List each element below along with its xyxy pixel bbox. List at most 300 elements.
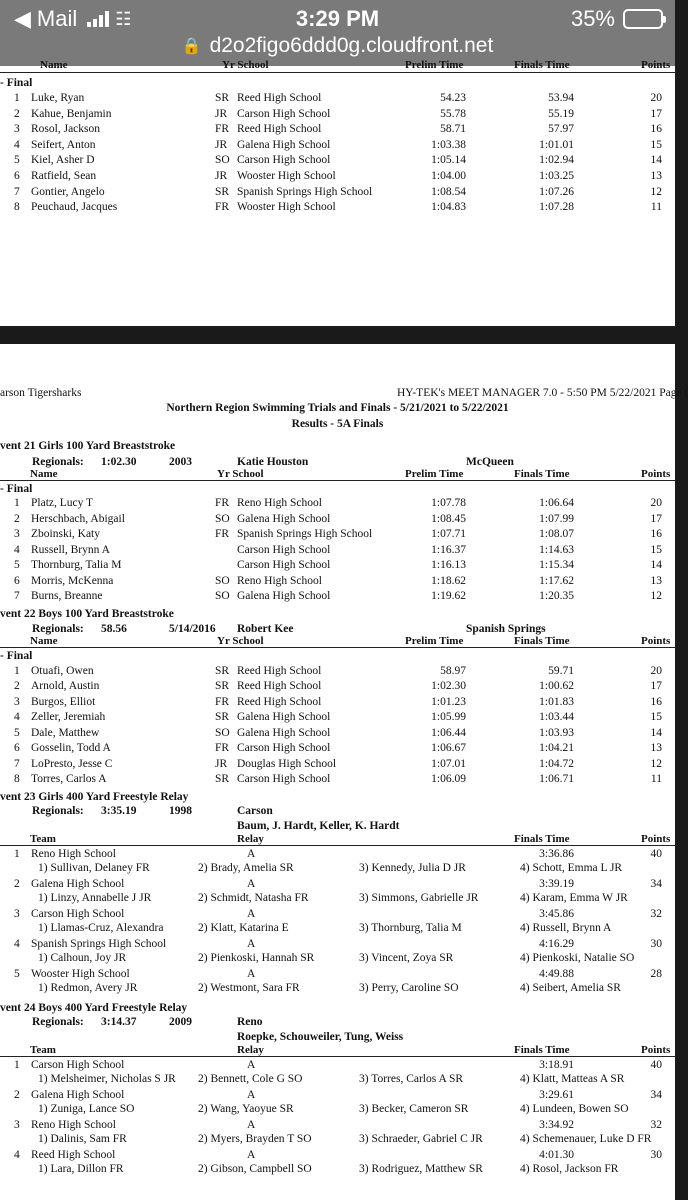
row-place: 1 — [14, 664, 20, 677]
row-school: Wooster High School — [237, 201, 336, 214]
row-finals: 1:08.07 — [539, 528, 574, 540]
relay-swimmer: 4) Rosol, Jackson FR — [520, 1163, 619, 1175]
row-name: Burgos, Elliot — [31, 695, 96, 708]
back-chevron-icon: ◀ — [14, 6, 31, 31]
row-prelim: 1:06.09 — [431, 773, 466, 785]
row-place: 1 — [14, 497, 20, 509]
row-yr: FR — [215, 528, 230, 540]
row-place: 4 — [14, 543, 20, 556]
row-school: Carson High School — [237, 559, 331, 571]
section-label: - Final — [0, 482, 33, 495]
col-finals-header: Finals Time — [514, 832, 570, 845]
row-yr: SO — [215, 154, 230, 167]
col-prelim-header: Prelim Time — [405, 467, 464, 480]
regionals-year: 1998 — [169, 805, 192, 817]
row-finals: 1:17.62 — [539, 574, 574, 587]
row-name: Dale, Matthew — [31, 726, 100, 739]
row-finals: 1:03.25 — [539, 170, 574, 182]
relay-place: 1 — [14, 847, 20, 860]
relay-swimmer: 3) Rodriguez, Matthew SR — [359, 1163, 483, 1175]
row-yr: SO — [215, 574, 230, 587]
relay-finals: 3:45.86 — [539, 907, 574, 920]
relay-swimmer: 3) Schraeder, Gabriel C JR — [359, 1133, 483, 1145]
safari-chrome — [0, 0, 675, 66]
row-place: 4 — [14, 711, 20, 723]
relay-points: 34 — [650, 1088, 662, 1101]
col-finals-header: Finals Time — [514, 59, 570, 71]
row-finals: 1:03.44 — [539, 711, 574, 723]
row-prelim: 1:08.45 — [431, 512, 466, 525]
row-school: Spanish Springs High School — [237, 185, 373, 198]
record-holder: Katie Houston — [237, 455, 309, 468]
row-finals: 1:06.64 — [539, 497, 574, 509]
row-yr: SO — [215, 726, 230, 739]
row-prelim: 58.71 — [440, 123, 466, 136]
row-school: Carson High School — [237, 543, 331, 556]
relay-swimmer: 3) Simmons, Gabrielle JR — [359, 892, 479, 904]
row-points: 15 — [650, 711, 662, 723]
row-school: Carson High School — [237, 107, 331, 120]
record-holder-team: McQueen — [466, 455, 514, 468]
relay-event-title: vent 24 Boys 400 Yard Freestyle Relay — [0, 1001, 188, 1014]
relay-swimmer: 4) Schemenauer, Luke D FR — [520, 1133, 652, 1145]
row-school: Carson High School — [237, 773, 331, 785]
relay-points: 40 — [650, 1058, 662, 1071]
row-finals: 59.71 — [548, 664, 574, 677]
row-prelim: 1:04.00 — [431, 170, 466, 182]
header-underline — [0, 845, 675, 846]
section-label: - Final — [0, 650, 33, 662]
relay-swimmer: 3) Becker, Cameron SR — [359, 1103, 469, 1115]
relay-swimmer: 4) Russell, Brynn A — [520, 922, 612, 934]
row-place: 5 — [14, 154, 20, 167]
relay-letter: A — [247, 907, 256, 920]
row-points: 14 — [650, 559, 662, 571]
row-name: Platz, Lucy T — [31, 497, 94, 509]
record-holder-team: Carson — [237, 805, 273, 817]
relay-swimmer: 2) Pienkoski, Hannah SR — [198, 952, 315, 964]
row-school: Reed High School — [237, 664, 322, 677]
row-name: Gontier, Angelo — [31, 185, 105, 198]
row-name: Russell, Brynn A — [31, 543, 110, 556]
record-holder-team: Reno — [237, 1016, 263, 1028]
row-name: Seifert, Anton — [31, 138, 96, 151]
col-points-header: Points — [641, 467, 671, 480]
header-underline — [0, 480, 675, 481]
relay-swimmer: 2) Westmont, Sara FR — [198, 982, 300, 994]
row-place: 2 — [14, 680, 20, 692]
col-points-header: Points — [641, 59, 671, 71]
relay-letter: A — [247, 1088, 256, 1101]
row-school: Reed High School — [237, 92, 322, 104]
row-finals: 1:07.26 — [539, 185, 574, 198]
relay-swimmer: 2) Wang, Yaoyue SR — [198, 1103, 294, 1115]
row-school: Wooster High School — [237, 170, 336, 182]
wifi-icon: ☷ — [115, 8, 132, 29]
row-name: Herschbach, Abigail — [31, 512, 125, 525]
row-prelim: 1:16.13 — [431, 559, 466, 571]
row-prelim: 1:05.14 — [431, 154, 466, 167]
battery-icon — [623, 9, 663, 29]
row-school: Reed High School — [237, 680, 322, 692]
row-name: Ratfield, Sean — [31, 170, 97, 182]
relay-points: 40 — [650, 847, 662, 860]
row-school: Spanish Springs High School — [237, 528, 373, 540]
relay-swimmer: 2) Klatt, Katarina E — [198, 922, 289, 934]
col-yr-school-header: Yr School — [222, 59, 269, 71]
row-name: Morris, McKenna — [31, 574, 114, 587]
pdf-page-previous — [0, 59, 675, 326]
team-header-left: arson Tigersharks — [0, 387, 82, 399]
row-place: 2 — [14, 512, 20, 525]
row-points: 20 — [650, 92, 662, 104]
relay-place: 2 — [14, 1088, 20, 1101]
row-name: Zboinski, Katy — [31, 528, 100, 540]
record-holder: Robert Kee — [237, 623, 294, 635]
regionals-year: 2009 — [169, 1016, 192, 1028]
relay-team: Reno High School — [31, 847, 116, 860]
row-yr: FR — [215, 742, 230, 754]
row-prelim: 1:06.67 — [431, 742, 466, 754]
regionals-time: 3:14.37 — [101, 1016, 137, 1028]
row-points: 16 — [650, 528, 662, 540]
relay-swimmer: 1) Llamas-Cruz, Alexandra — [38, 922, 164, 934]
row-place: 5 — [14, 559, 20, 571]
record-holder-names: Baum, J. Hardt, Keller, K. Hardt — [237, 819, 400, 832]
col-points-header: Points — [641, 832, 671, 845]
row-yr: SO — [215, 590, 230, 602]
row-place: 1 — [14, 92, 20, 104]
row-points: 14 — [650, 154, 662, 167]
row-place: 6 — [14, 742, 20, 754]
relay-swimmer: 1) Zuniga, Lance SO — [38, 1103, 135, 1115]
battery-status — [571, 6, 663, 32]
row-finals: 1:04.21 — [539, 742, 574, 754]
relay-team: Reed High School — [31, 1148, 116, 1161]
relay-swimmer: 4) Pienkoski, Natalie SO — [520, 952, 635, 964]
relay-points: 34 — [650, 877, 662, 890]
col-finals-header: Finals Time — [514, 1043, 570, 1056]
col-prelim-header: Prelim Time — [405, 59, 464, 71]
row-points: 11 — [650, 773, 662, 785]
relay-finals: 3:18.91 — [539, 1058, 574, 1071]
row-points: 16 — [650, 123, 662, 136]
regionals-year: 2003 — [169, 455, 192, 468]
row-yr: FR — [215, 497, 230, 509]
col-yr-school-header: Yr School — [217, 467, 264, 480]
row-points: 14 — [650, 726, 662, 739]
row-school: Galena High School — [237, 138, 331, 151]
results-title: Northern Region Swimming Trials and Finals - 5/21/2021 to 5/22/2021 — [166, 402, 509, 414]
record-holder-names: Roepke, Schouweiler, Tung, Weiss — [237, 1030, 404, 1043]
row-name: Otuafi, Owen — [31, 664, 94, 677]
row-prelim: 1:07.71 — [431, 528, 466, 540]
relay-letter: A — [247, 1058, 256, 1071]
col-points-header: Points — [641, 1043, 671, 1056]
row-place: 7 — [14, 757, 20, 770]
relay-swimmer: 2) Gibson, Campbell SO — [198, 1163, 312, 1175]
col-name-header: Name — [30, 467, 58, 480]
relay-event-title: vent 23 Girls 400 Yard Freestyle Relay — [0, 790, 189, 803]
row-name: LoPresto, Jesse C — [31, 757, 113, 770]
row-name: Torres, Carlos A — [31, 773, 107, 785]
col-prelim-header: Prelim Time — [405, 635, 464, 647]
row-yr: JR — [215, 170, 228, 182]
header-underline — [0, 1056, 675, 1057]
relay-place: 3 — [14, 1118, 20, 1131]
row-finals: 1:07.28 — [539, 201, 574, 214]
relay-swimmer: 3) Thornburg, Talia M — [359, 922, 462, 934]
row-finals: 1:07.99 — [539, 512, 574, 525]
row-school: Reno High School — [237, 497, 322, 509]
row-points: 20 — [650, 497, 662, 509]
relay-swimmer: 4) Seibert, Amelia SR — [520, 982, 621, 994]
event-title: vent 21 Girls 100 Yard Breaststroke — [0, 440, 176, 452]
row-finals: 1:04.72 — [539, 757, 574, 770]
row-finals: 53.94 — [548, 92, 574, 104]
row-name: Kahue, Benjamin — [31, 107, 112, 120]
row-school: Galena High School — [237, 590, 331, 602]
relay-swimmer: 1) Melsheimer, Nicholas S JR — [38, 1073, 176, 1085]
relay-team: Spanish Springs High School — [31, 937, 167, 950]
row-prelim: 1:02.30 — [431, 680, 466, 692]
relay-swimmer: 4) Lundeen, Bowen SO — [520, 1103, 629, 1115]
col-name-header: Name — [30, 635, 58, 647]
row-finals: 1:01.83 — [539, 695, 574, 708]
row-points: 11 — [650, 201, 662, 214]
row-prelim: 1:08.54 — [431, 185, 466, 198]
row-finals: 1:20.35 — [539, 590, 574, 602]
row-points: 17 — [650, 512, 662, 525]
relay-points: 32 — [650, 1118, 662, 1131]
regionals-time: 3:35.19 — [101, 805, 137, 817]
row-yr: FR — [215, 123, 230, 136]
battery-percent: 35% — [570, 6, 615, 31]
row-prelim: 1:07.01 — [431, 757, 466, 770]
relay-swimmer: 2) Brady, Amelia SR — [198, 862, 294, 874]
relay-finals: 3:39.19 — [539, 877, 574, 890]
row-place: 3 — [14, 528, 20, 540]
address-bar[interactable] — [0, 34, 675, 58]
row-school: Reed High School — [237, 695, 322, 708]
relay-points: 30 — [650, 937, 662, 950]
relay-points: 28 — [650, 967, 662, 980]
row-yr: SO — [215, 512, 230, 525]
row-place: 4 — [14, 138, 20, 151]
relay-team: Wooster High School — [31, 967, 130, 980]
row-prelim: 1:06.44 — [431, 726, 466, 739]
relay-letter: A — [247, 1148, 256, 1161]
row-name: Luke, Ryan — [31, 92, 85, 104]
relay-letter: A — [247, 877, 256, 890]
row-points: 12 — [650, 590, 662, 602]
row-finals: 1:00.62 — [539, 680, 574, 692]
row-school: Reed High School — [237, 123, 322, 136]
lock-icon: 🔒 — [181, 38, 202, 55]
row-prelim: 55.78 — [440, 107, 466, 120]
row-finals: 1:03.93 — [539, 726, 574, 739]
col-finals-header: Finals Time — [514, 467, 570, 480]
row-points: 13 — [650, 170, 662, 182]
col-finals-header: Finals Time — [514, 635, 570, 647]
col-yr-school-header: Yr School — [217, 635, 264, 647]
meet-manager-info: HY-TEK's MEET MANAGER 7.0 - 5:50 PM 5/22/2021 Page ( — [397, 387, 688, 399]
row-points: 17 — [650, 107, 662, 120]
row-name: Arnold, Austin — [31, 680, 100, 692]
relay-team: Carson High School — [31, 1058, 125, 1071]
row-points: 13 — [650, 742, 662, 754]
relay-letter: A — [247, 847, 256, 860]
header-underline — [0, 647, 675, 648]
relay-team: Carson High School — [31, 907, 125, 920]
relay-swimmer: 2) Schmidt, Natasha FR — [198, 892, 309, 904]
relay-swimmer: 2) Bennett, Cole G SO — [198, 1073, 303, 1085]
relay-swimmer: 1) Linzy, Annabelle J JR — [38, 892, 152, 904]
row-finals: 57.97 — [548, 123, 574, 136]
row-yr: SR — [215, 664, 230, 677]
row-place: 2 — [14, 107, 20, 120]
row-place: 3 — [14, 695, 20, 708]
row-yr: JR — [215, 757, 228, 770]
relay-points: 30 — [650, 1148, 662, 1161]
relay-swimmer: 1) Calhoun, Joy JR — [38, 952, 127, 964]
row-finals: 55.19 — [548, 107, 574, 120]
regionals-label: Regionals: — [32, 455, 84, 468]
row-finals: 1:06.71 — [539, 773, 574, 785]
regionals-label: Regionals: — [32, 1016, 84, 1028]
back-app-label: Mail — [36, 6, 78, 31]
relay-swimmer: 1) Redmon, Avery JR — [38, 982, 138, 994]
results-subtitle: Results - 5A Finals — [291, 418, 384, 430]
row-points: 13 — [650, 574, 662, 587]
col-relay-header: Relay — [237, 832, 264, 845]
row-yr: JR — [215, 138, 228, 151]
relay-team: Galena High School — [31, 1088, 125, 1101]
row-prelim: 1:05.99 — [431, 711, 466, 723]
row-school: Carson High School — [237, 742, 331, 754]
row-points: 17 — [650, 680, 662, 692]
relay-finals: 4:16.29 — [539, 937, 574, 950]
row-prelim: 1:16.37 — [431, 543, 466, 556]
relay-place: 5 — [14, 967, 20, 980]
relay-place: 4 — [14, 937, 20, 950]
regionals-time: 1:02.30 — [101, 455, 137, 468]
relay-finals: 3:34.92 — [539, 1118, 574, 1131]
row-prelim: 1:19.62 — [431, 590, 466, 602]
row-points: 15 — [650, 543, 662, 556]
row-points: 15 — [650, 138, 662, 151]
event-title: vent 22 Boys 100 Yard Breaststroke — [0, 607, 174, 620]
relay-team: Galena High School — [31, 877, 125, 890]
row-yr: SR — [215, 773, 230, 785]
relay-swimmer: 1) Lara, Dillon FR — [38, 1163, 124, 1175]
row-yr: SR — [215, 92, 230, 104]
header-underline — [0, 72, 675, 73]
url-text: d2o2figo6ddd0g.cloudfront.net — [209, 34, 494, 57]
row-prelim: 58.97 — [440, 664, 466, 677]
pdf-page-current — [0, 344, 688, 1200]
relay-finals: 3:29.61 — [539, 1088, 574, 1101]
row-finals: 1:01.01 — [539, 138, 574, 151]
row-finals: 1:15.34 — [539, 559, 574, 571]
row-prelim: 1:03.38 — [431, 138, 466, 151]
row-points: 16 — [650, 695, 662, 708]
row-name: Gosselin, Todd A — [31, 742, 111, 754]
relay-swimmer: 2) Myers, Brayden T SO — [198, 1133, 312, 1145]
relay-swimmer: 1) Sullivan, Delaney FR — [38, 862, 150, 874]
relay-swimmer: 1) Dalinis, Sam FR — [38, 1133, 127, 1145]
row-yr: SR — [215, 185, 230, 198]
row-name: Peuchaud, Jacques — [31, 201, 118, 214]
row-prelim: 1:07.78 — [431, 497, 466, 509]
relay-finals: 4:01.30 — [539, 1148, 574, 1161]
row-yr: SR — [215, 680, 230, 692]
relay-finals: 4:49.88 — [539, 967, 574, 980]
relay-letter: A — [247, 967, 256, 980]
relay-swimmer: 4) Karam, Emma W JR — [520, 892, 628, 904]
relay-team: Reno High School — [31, 1118, 116, 1131]
row-place: 5 — [14, 726, 20, 739]
row-name: Zeller, Jeremiah — [31, 711, 106, 723]
section-label: - Final — [0, 77, 33, 89]
row-name: Burns, Breanne — [31, 590, 103, 602]
row-school: Galena High School — [237, 711, 331, 723]
row-name: Rosol, Jackson — [31, 123, 100, 136]
row-prelim: 1:18.62 — [431, 574, 466, 587]
row-name: Kiel, Asher D — [31, 154, 95, 167]
row-place: 8 — [14, 201, 20, 214]
relay-swimmer: 3) Vincent, Zoya SR — [359, 952, 454, 964]
row-school: Galena High School — [237, 726, 331, 739]
col-team-header: Team — [30, 832, 56, 845]
record-holder-team: Spanish Springs — [466, 623, 546, 635]
row-points: 12 — [650, 757, 662, 770]
col-points-header: Points — [641, 635, 671, 647]
col-name-header: Name — [40, 59, 68, 71]
status-bar — [0, 6, 675, 32]
regionals-label: Regionals: — [32, 805, 84, 817]
row-yr: FR — [215, 695, 230, 708]
regionals-year: 5/14/2016 — [169, 623, 216, 635]
row-points: 20 — [650, 664, 662, 677]
row-school: Galena High School — [237, 512, 331, 525]
row-finals: 1:02.94 — [539, 154, 574, 167]
row-finals: 1:14.63 — [539, 543, 574, 556]
row-school: Reno High School — [237, 574, 322, 587]
row-points: 12 — [650, 185, 662, 198]
row-prelim: 54.23 — [440, 92, 466, 104]
row-yr: SR — [215, 711, 230, 723]
col-team-header: Team — [30, 1043, 56, 1056]
row-school: Douglas High School — [237, 757, 337, 770]
status-time: 3:29 PM — [295, 6, 380, 31]
relay-place: 4 — [14, 1148, 20, 1161]
row-prelim: 1:04.83 — [431, 201, 466, 214]
relay-letter: A — [247, 1118, 256, 1131]
row-place: 3 — [14, 123, 20, 136]
row-yr: FR — [215, 201, 230, 214]
relay-swimmer: 4) Klatt, Matteas A SR — [520, 1073, 625, 1085]
relay-swimmer: 4) Schott, Emma L JR — [520, 862, 623, 874]
relay-points: 32 — [650, 907, 662, 920]
regionals-label: Regionals: — [32, 623, 84, 635]
row-place: 6 — [14, 574, 20, 587]
row-school: Carson High School — [237, 154, 331, 167]
regionals-time: 58.56 — [101, 623, 127, 635]
row-prelim: 1:01.23 — [431, 695, 466, 708]
relay-letter: A — [247, 937, 256, 950]
row-place: 6 — [14, 170, 20, 182]
